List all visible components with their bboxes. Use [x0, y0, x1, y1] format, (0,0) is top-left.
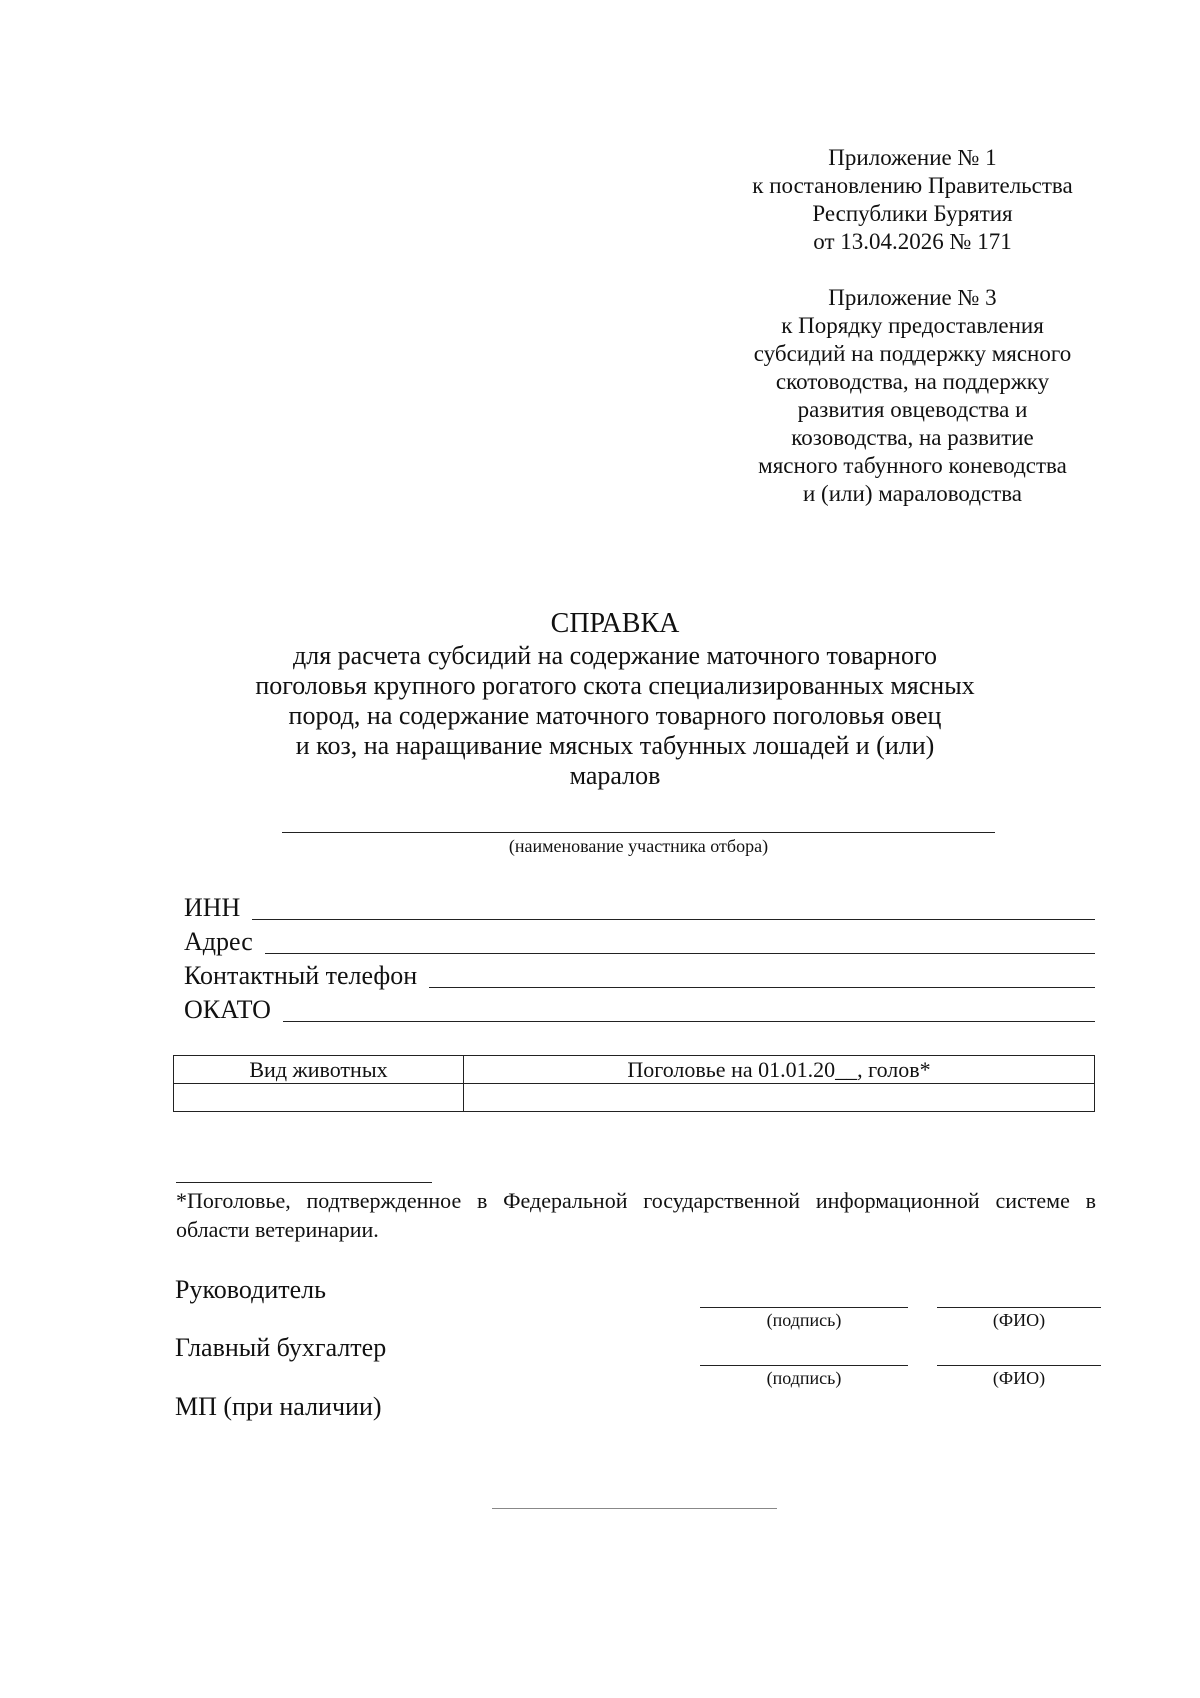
document-title: СПРАВКА [550, 608, 680, 639]
head-signature-field[interactable] [700, 1307, 908, 1308]
appendix-3-line: мясного табунного коневодства [758, 453, 1067, 478]
head-name-field[interactable] [937, 1307, 1101, 1308]
appendix-3-line: Приложение № 3 [828, 285, 997, 310]
appendix-3-line: развития овцеводства и [797, 397, 1028, 422]
head-signature-label: Руководитель [175, 1275, 326, 1304]
okato-label: ОКАТО [184, 995, 271, 1024]
footnote-text: *Поголовье, подтвержденное в Федеральной государственной информационной системе в области ветеринарии. [176, 1188, 1096, 1242]
participant-name-field[interactable] [282, 832, 995, 833]
appendix-3-block [735, 284, 1090, 508]
inn-label: ИНН [184, 893, 241, 922]
address-row [184, 924, 1095, 957]
table-header-headcount: Поголовье на 01.01.20__, голов* [464, 1056, 1095, 1084]
inn-field[interactable] [252, 918, 1095, 920]
accountant-signature-label: Главный бухгалтер [175, 1333, 387, 1362]
appendix-3-line: козоводства, на развитие [791, 425, 1034, 450]
appendix-1-line: Республики Бурятия [812, 201, 1013, 226]
stamp-label: МП (при наличии) [175, 1392, 382, 1421]
document-subtitle-line: поголовья крупного рогатого скота специализированных мясных [255, 671, 975, 700]
table-header-row [174, 1056, 1095, 1084]
species-cell[interactable] [174, 1084, 464, 1112]
livestock-table [173, 1055, 1095, 1112]
appendix-1-line: от 13.04.2026 № 171 [813, 229, 1012, 254]
okato-row [184, 992, 1095, 1025]
accountant-signature-caption: (подпись) [766, 1368, 842, 1388]
footnote-divider [176, 1182, 432, 1183]
appendix-3-line: к Порядку предоставления [781, 313, 1044, 338]
document-subtitle-line: и коз, на наращивание мясных табунных лошадей и (или) [295, 731, 935, 760]
okato-field[interactable] [283, 1020, 1095, 1022]
headcount-cell[interactable] [464, 1084, 1095, 1112]
head-name-caption: (ФИО) [992, 1310, 1046, 1330]
appendix-1-line: к постановлению Правительства [752, 173, 1073, 198]
accountant-name-field[interactable] [937, 1365, 1101, 1366]
document-subtitle-line: для расчета субсидий на содержание маточного товарного [293, 641, 937, 670]
head-signature-caption: (подпись) [766, 1310, 842, 1330]
address-label: Адрес [184, 927, 253, 956]
document-subtitle-line: маралов [569, 761, 661, 790]
appendix-1-line: Приложение № 1 [828, 145, 997, 170]
accountant-name-caption: (ФИО) [992, 1368, 1046, 1388]
end-of-document-divider [492, 1508, 777, 1509]
appendix-3-line: скотоводства, на поддержку [775, 369, 1050, 394]
phone-row [184, 958, 1095, 991]
appendix-3-line: и (или) мараловодства [803, 481, 1022, 506]
table-header-species: Вид животных [174, 1056, 464, 1084]
document-title-block [200, 608, 1030, 791]
participant-name-caption: (наименование участника отбора) [508, 836, 769, 856]
inn-row [184, 890, 1095, 923]
document-subtitle-line: пород, на содержание маточного товарного поголовья овец [288, 701, 942, 730]
accountant-signature-field[interactable] [700, 1365, 908, 1366]
table-row [174, 1084, 1095, 1112]
phone-label: Контактный телефон [184, 961, 418, 990]
address-field[interactable] [265, 952, 1095, 954]
appendix-3-line: субсидий на поддержку мясного [753, 341, 1072, 366]
phone-field[interactable] [429, 986, 1095, 988]
appendix-1-block [735, 144, 1090, 256]
